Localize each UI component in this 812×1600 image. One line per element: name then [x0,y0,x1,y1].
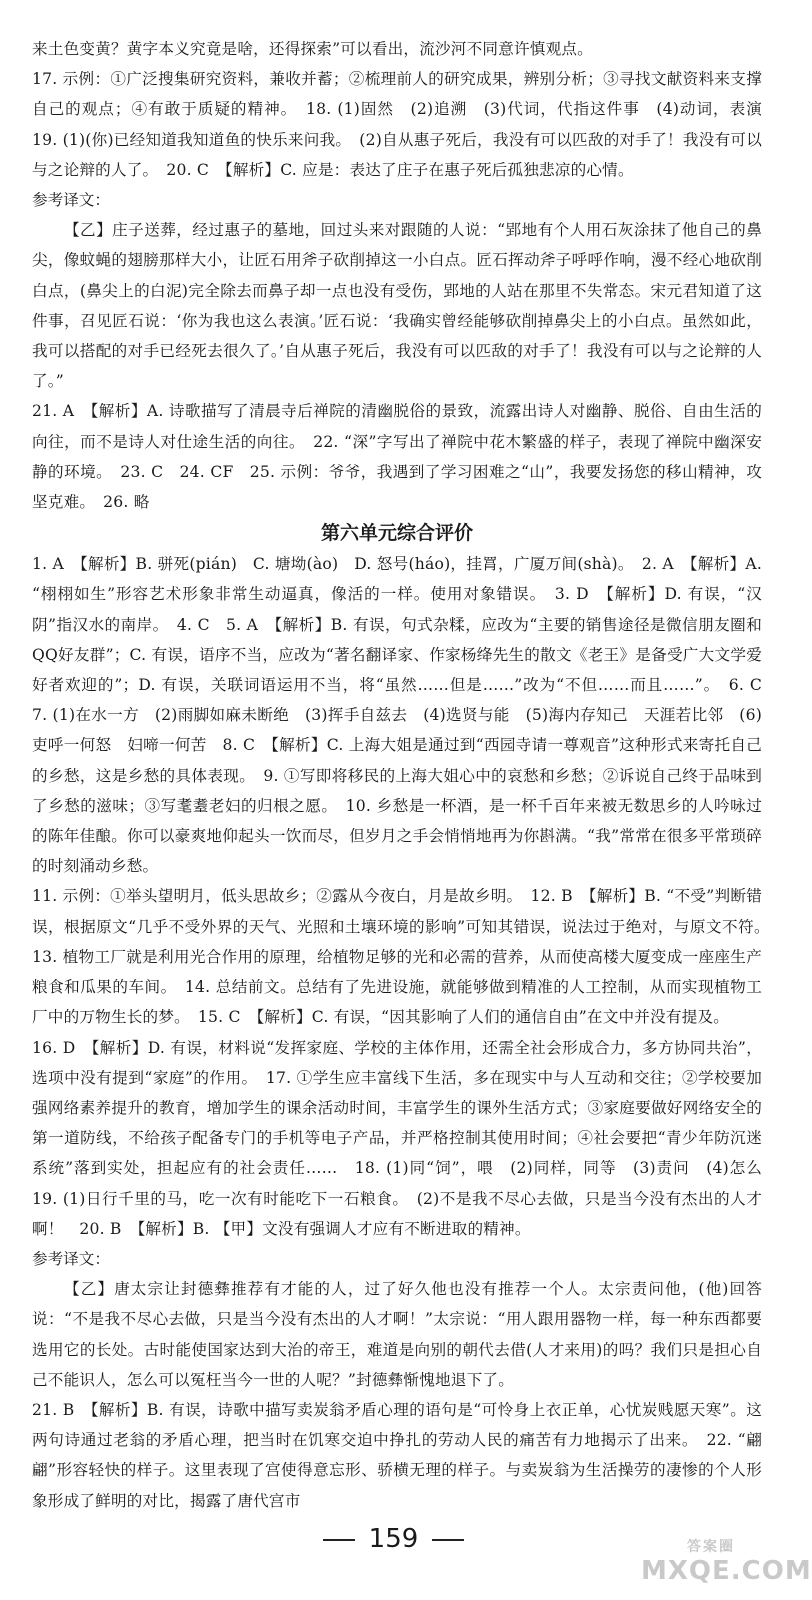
answer-paragraph: 17. 示例：①广泛搜集研究资料，兼收并蓄；②梳理前人的研究成果，辨别分析；③寻找文献资料来支撑自己的观点；④有敢于质疑的精神。 18. (1)固然 (2)追溯 (3)代词，代指这件事 (4)动词，表演 19. (1)(你)已经知道我知道鱼的快乐来问我。 (2)自从惠子死后，我没有可以匹敌的对手了！我没有可以与之论辩的人了。 20. C 【解析】C. 应是：表达了庄子在惠子死后孤独悲凉的心情。 [32,70,778,179]
answer-paragraph: 11. 示例：①举头望明月，低头思故乡；②露从今夜白，月是故乡明。 12. B 【解析】B. “不受”判断错误，根据原文“几乎不受外界的天气、光照和土壤环境的影响”可知其错误，说法过于绝对，与原文不符。 13. 植物工厂就是利用光合作用的原理，给植物足够的光和必需的营养，从而使高楼大厦变成一座座生产粮食和瓜果的车间。 14. 总结前文。总结有了先进设施，就能够做到精准的人工控制，从而实现植物工厂中的万物生长的梦。 15. C 【解析】C. 有误，“因其影响了人们的通信自由”在文中并没有提及。 [32,887,778,1027]
reference-translation-label: 参考译文： [32,1249,110,1268]
watermark-logo [641,1536,812,1594]
page-number-text: 159 [368,1524,419,1554]
reference-translation-label: 参考译文： [32,191,110,210]
dash-right [432,1539,464,1541]
translation-paragraph: 【乙】唐太宗让封德彝推荐有才能的人，过了好久他也没有推荐一个人。太宗责问他，(他)回答说：“不是我不尽心去做，只是当今没有杰出的人才啊！”太宗说：“用人跟用器物一样，每一种东西都要选用它的长处。古时能使国家达到大治的帝王，难道是向别的朝代去借(人才来用)的吗？我们只是担心自己不能识人，怎么可以冤枉当今一世的人呢？”封德彝惭愧地退下了。 [32,1280,762,1389]
answer-paragraph: 来土色变黄？黄字本义究竟是啥，还得探索”可以看出，流沙河不同意许慎观点。 [32,40,593,58]
answer-page [32,34,778,1516]
translation-paragraph: 【乙】庄子送葬，经过惠子的墓地，回过头来对跟随的人说：“郢地有个人用石灰涂抹了他自己的鼻尖，像蚊蝇的翅膀那样大小，让匠石用斧子砍削掉这一小白点。匠石挥动斧子呼呼作响，漫不经心地砍削白点，(鼻尖上的白泥)完全除去而鼻子却一点也没有受伤，郢地的人站在那里不失常态。宋元君知道了这件事，召见匠石说：‘你为我也这么表演。’匠石说：‘我确实曾经能够砍削掉鼻尖上的小白点。虽然如此，我可以搭配的对手已经死去很久了。’自从惠子死后，我没有可以匹敌的对手了！我没有可以与之论辩的人了。” [32,221,762,391]
dash-left [323,1539,355,1541]
section-title: 第六单元综合评价 [320,522,473,545]
answer-paragraph: 21. B 【解析】B. 有误，诗歌中描写卖炭翁矛盾心理的语句是“可怜身上衣正单，心忧炭贱愿天寒”。这两句诗通过老翁的矛盾心理，把当时在饥寒交迫中挣扎的劳动人民的痛苦有力地揭示了出来。 22. “翩翩”形容轻快的样子。这里表现了宫使得意忘形、骄横无理的样子。与卖炭翁为生活操劳的凄惨的个人形象形成了鲜明的对比，揭露了唐代宫市 [32,1400,762,1510]
answer-paragraph: 1. A 【解析】B. 骈死(pián) C. 塘坳(ào) D. 怒号(háo)，挂罥，广厦万间(shà)。 2. A 【解析】A. “栩栩如生”形容艺术形象非常生动逼真，像活的一样。使用对象错误。 3. D 【解析】D. 有误，“汉阴”指汉水的南岸。 4. C 5. A 【解析】B. 有误，句式杂糅，应改为“主要的销售途径是微信朋友圈和QQ好友群”；C. 有误，语序不当，应改为“著名翻译家、作家杨绛先生的散文《老王》是备受广大文学爱好者欢迎的”；D. 有误，关联词语运用不当，将“虽然……但是……”改为“不但……而且……”。 6. C 7. (1)在水一方 (2)雨脚如麻未断绝 (3)挥手自兹去 (4)选贤与能 (5)海内存知己 天涯若比邻 (6)吏呼一何怒 妇啼一何苦 8. C 【解析】C. 上海大姐是通过到“西园寺请一尊观音”这种形式来寄托自己的乡愁，这是乡愁的具体表现。 9. ①写即将移民的上海大姐心中的哀愁和乡愁；②诉说自己终于品味到了乡愁的滋味；③写耄耋老妇的归根之愿。 10. 乡愁是一杯酒，是一杯千百年来被无数思乡的人吟咏过的陈年佳酿。你可以豪爽地仰起头一饮而尽，但岁月之手会悄悄地再为你斟满。“我”常常在很多平常琐碎的时刻涌动乡愁。 [32,555,778,876]
watermark-bottom-text: MXQE.COM [641,1556,812,1586]
answer-paragraph: 16. D 【解析】D. 有误，材料说“发挥家庭、学校的主体作用，还需全社会形成合力，多方协同共治”，选项中没有提到“家庭”的作用。 17. ①学生应丰富线下生活，多在现实中与人互动和交往；②学校要加强网络素养提升的教育，增加学生的课余活动时间，丰富学生的课外生活方式；③家庭要做好网络安全的第一道防线，不给孩子配备专门的手机等电子产品，并严格控制其使用时间；④社会要把“青少年防沉迷系统”落到实处，担起应有的社会责任…… 18. (1)同“饲”，喂 (2)同样，同等 (3)责问 (4)怎么 19. (1)日行千里的马，吃一次有时能吃下一石粮食。 (2)不是我不尽心去做，只是当今没有杰出的人才啊！ 20. B 【解析】B. 【甲】文没有强调人才应有不断进取的精神。 [32,1038,778,1238]
watermark-top-text: 答案圈 [687,1539,735,1555]
answer-paragraph: 21. A 【解析】A. 诗歌描写了清晨寺后禅院的清幽脱俗的景致，流露出诗人对幽静、脱俗、自由生活的向往，而不是诗人对仕途生活的向往。 22. “深”字写出了禅院中花木繁盛的样子，表现了禅院中幽深安静的环境。 23. C 24. CF 25. 示例：爷爷，我遇到了学习困难之“山”，我要发扬您的移山精神，攻坚克难。 26. 略 [32,402,762,512]
